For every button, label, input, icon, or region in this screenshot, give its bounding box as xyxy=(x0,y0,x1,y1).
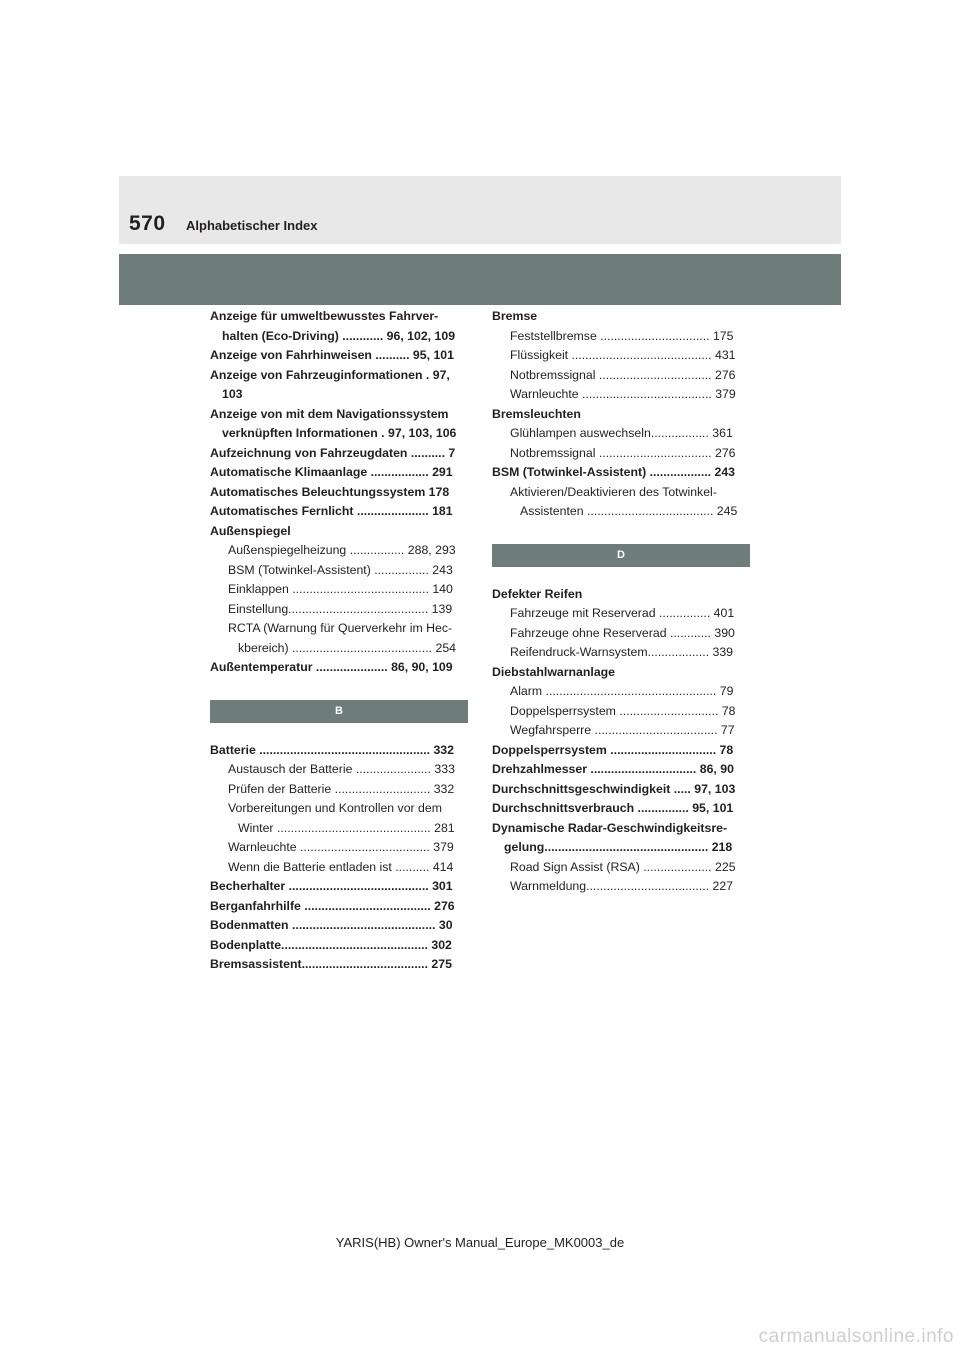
index-entry: Anzeige von mit dem Navigationssystem xyxy=(210,406,449,421)
index-entry: Defekter Reifen xyxy=(492,586,583,601)
index-entry: Aufzeichnung von Fahrzeugdaten .......... 7 xyxy=(210,445,456,460)
index-subentry: Glühlampen auswechseln................. 361 xyxy=(510,426,733,440)
index-subentry: Fahrzeuge mit Reserverad ............... 401 xyxy=(510,606,735,620)
header-band xyxy=(119,176,841,244)
index-subentry: Notbremssignal ................................. 276 xyxy=(510,445,736,460)
index-subentry: Alarm .................................................. 79 xyxy=(510,684,734,698)
index-entry: Außenspiegel xyxy=(210,523,291,538)
index-subentry: Warnleuchte ...................................... 379 xyxy=(228,840,454,854)
index-entry: Automatisches Beleuchtungssystem 178 xyxy=(210,484,450,499)
index-subentry: Wenn die Batterie entladen ist .......... 414 xyxy=(228,859,454,874)
index-entry: Automatisches Fernlicht ..................... 181 xyxy=(210,504,453,518)
index-entry: Anzeige von Fahrzeuginformationen . 97, xyxy=(210,367,450,382)
index-subentry: Assistenten ..................................... 245 xyxy=(520,504,738,518)
index-entry: Bodenplatte........................................... 302 xyxy=(210,937,452,952)
index-subentry: Flüssigkeit ......................................... 431 xyxy=(510,348,736,362)
index-entry: Anzeige von Fahrhinweisen .......... 95, 101 xyxy=(210,348,454,362)
index-subentry: Notbremssignal ................................. 276 xyxy=(510,367,736,382)
index-entry: Bremse xyxy=(492,309,538,323)
page-number: 570 xyxy=(129,212,166,235)
index-subentry: Aktivieren/Deaktivieren des Totwinkel- xyxy=(510,484,717,499)
index-subentry: RCTA (Warnung für Querverkehr im Hec- xyxy=(228,621,453,635)
index-entry: Durchschnittsgeschwindigkeit ..... 97, 103 xyxy=(492,781,736,796)
index-entry: Außentemperatur ..................... 86, 90, 109 xyxy=(210,660,453,674)
index-entry: Bremsassistent..................................... 275 xyxy=(210,957,452,971)
index-subentry: Vorbereitungen und Kontrollen vor dem xyxy=(228,801,442,815)
index-subentry: Außenspiegelheizung ................ 288, 293 xyxy=(228,543,456,557)
index-entry: verknüpften Informationen . 97, 103, 106 xyxy=(222,426,457,440)
index-subentry: Einklappen ........................................ 140 xyxy=(228,582,453,596)
index-letter-header: B xyxy=(210,700,468,723)
index-entry: Automatische Klimaanlage ................. 291 xyxy=(210,465,453,479)
index-column-right xyxy=(492,307,742,897)
index-subentry: Fahrzeuge ohne Reserverad ............ 390 xyxy=(510,625,735,640)
index-subentry: kbereich) ......................................... 254 xyxy=(238,640,456,655)
index-entry: Berganfahrhilfe ..................................... 276 xyxy=(210,898,455,913)
index-entry: Bremsleuchten xyxy=(492,406,581,421)
index-subentry: Einstellung......................................... 139 xyxy=(228,601,453,616)
index-entry: 103 xyxy=(222,387,243,401)
index-subentry: Reifendruck-Warnsystem.................. 339 xyxy=(510,645,734,659)
index-entry: Doppelsperrsystem ............................... 78 xyxy=(492,742,734,757)
index-entry: BSM (Totwinkel-Assistent) .................. 243 xyxy=(492,465,736,479)
index-subentry: Doppelsperrsystem ............................. 78 xyxy=(510,703,736,718)
index-entry: Dynamische Radar-Geschwindigkeitsre- xyxy=(492,820,728,835)
index-subentry: BSM (Totwinkel-Assistent) ................ 243 xyxy=(228,562,453,577)
index-entry: gelung................................................ 218 xyxy=(504,840,733,854)
index-column-left xyxy=(210,307,462,975)
section-title: Alphabetischer Index xyxy=(186,218,318,233)
watermark: carmanualsonline.info xyxy=(758,1326,954,1347)
index-subentry: Warnmeldung.................................... 227 xyxy=(510,879,734,893)
index-entry: Anzeige für umweltbewusstes Fahrver- xyxy=(210,309,439,323)
index-letter-header: D xyxy=(492,544,750,567)
index-entry: Drehzahlmesser ............................... 86, 90 xyxy=(492,762,734,776)
index-entry: Becherhalter ......................................... 301 xyxy=(210,879,453,893)
index-subentry: Prüfen der Batterie ............................ 332 xyxy=(228,781,455,796)
header-dark-band xyxy=(119,254,841,305)
index-entry: Durchschnittsverbrauch ............... 95, 101 xyxy=(492,801,734,815)
index-entry: halten (Eco-Driving) ............ 96, 102, 109 xyxy=(222,328,456,343)
index-entry: Bodenmatten .......................................... 30 xyxy=(210,918,453,932)
index-subentry: Feststellbremse ................................ 175 xyxy=(510,328,734,343)
index-subentry: Winter ............................................. 281 xyxy=(238,820,455,835)
index-subentry: Wegfahrsperre .................................... 77 xyxy=(510,723,735,737)
index-subentry: Road Sign Assist (RSA) .................... 225 xyxy=(510,859,736,874)
index-entry: Diebstahlwarnanlage xyxy=(492,664,616,679)
index-entry: Batterie .................................................. 332 xyxy=(210,742,454,757)
index-subentry: Warnleuchte ...................................... 379 xyxy=(510,387,736,401)
footer-manual-id: YARIS(HB) Owner's Manual_Europe_MK0003_de xyxy=(335,1235,625,1250)
index-subentry: Austausch der Batterie ...................... 333 xyxy=(228,762,455,776)
